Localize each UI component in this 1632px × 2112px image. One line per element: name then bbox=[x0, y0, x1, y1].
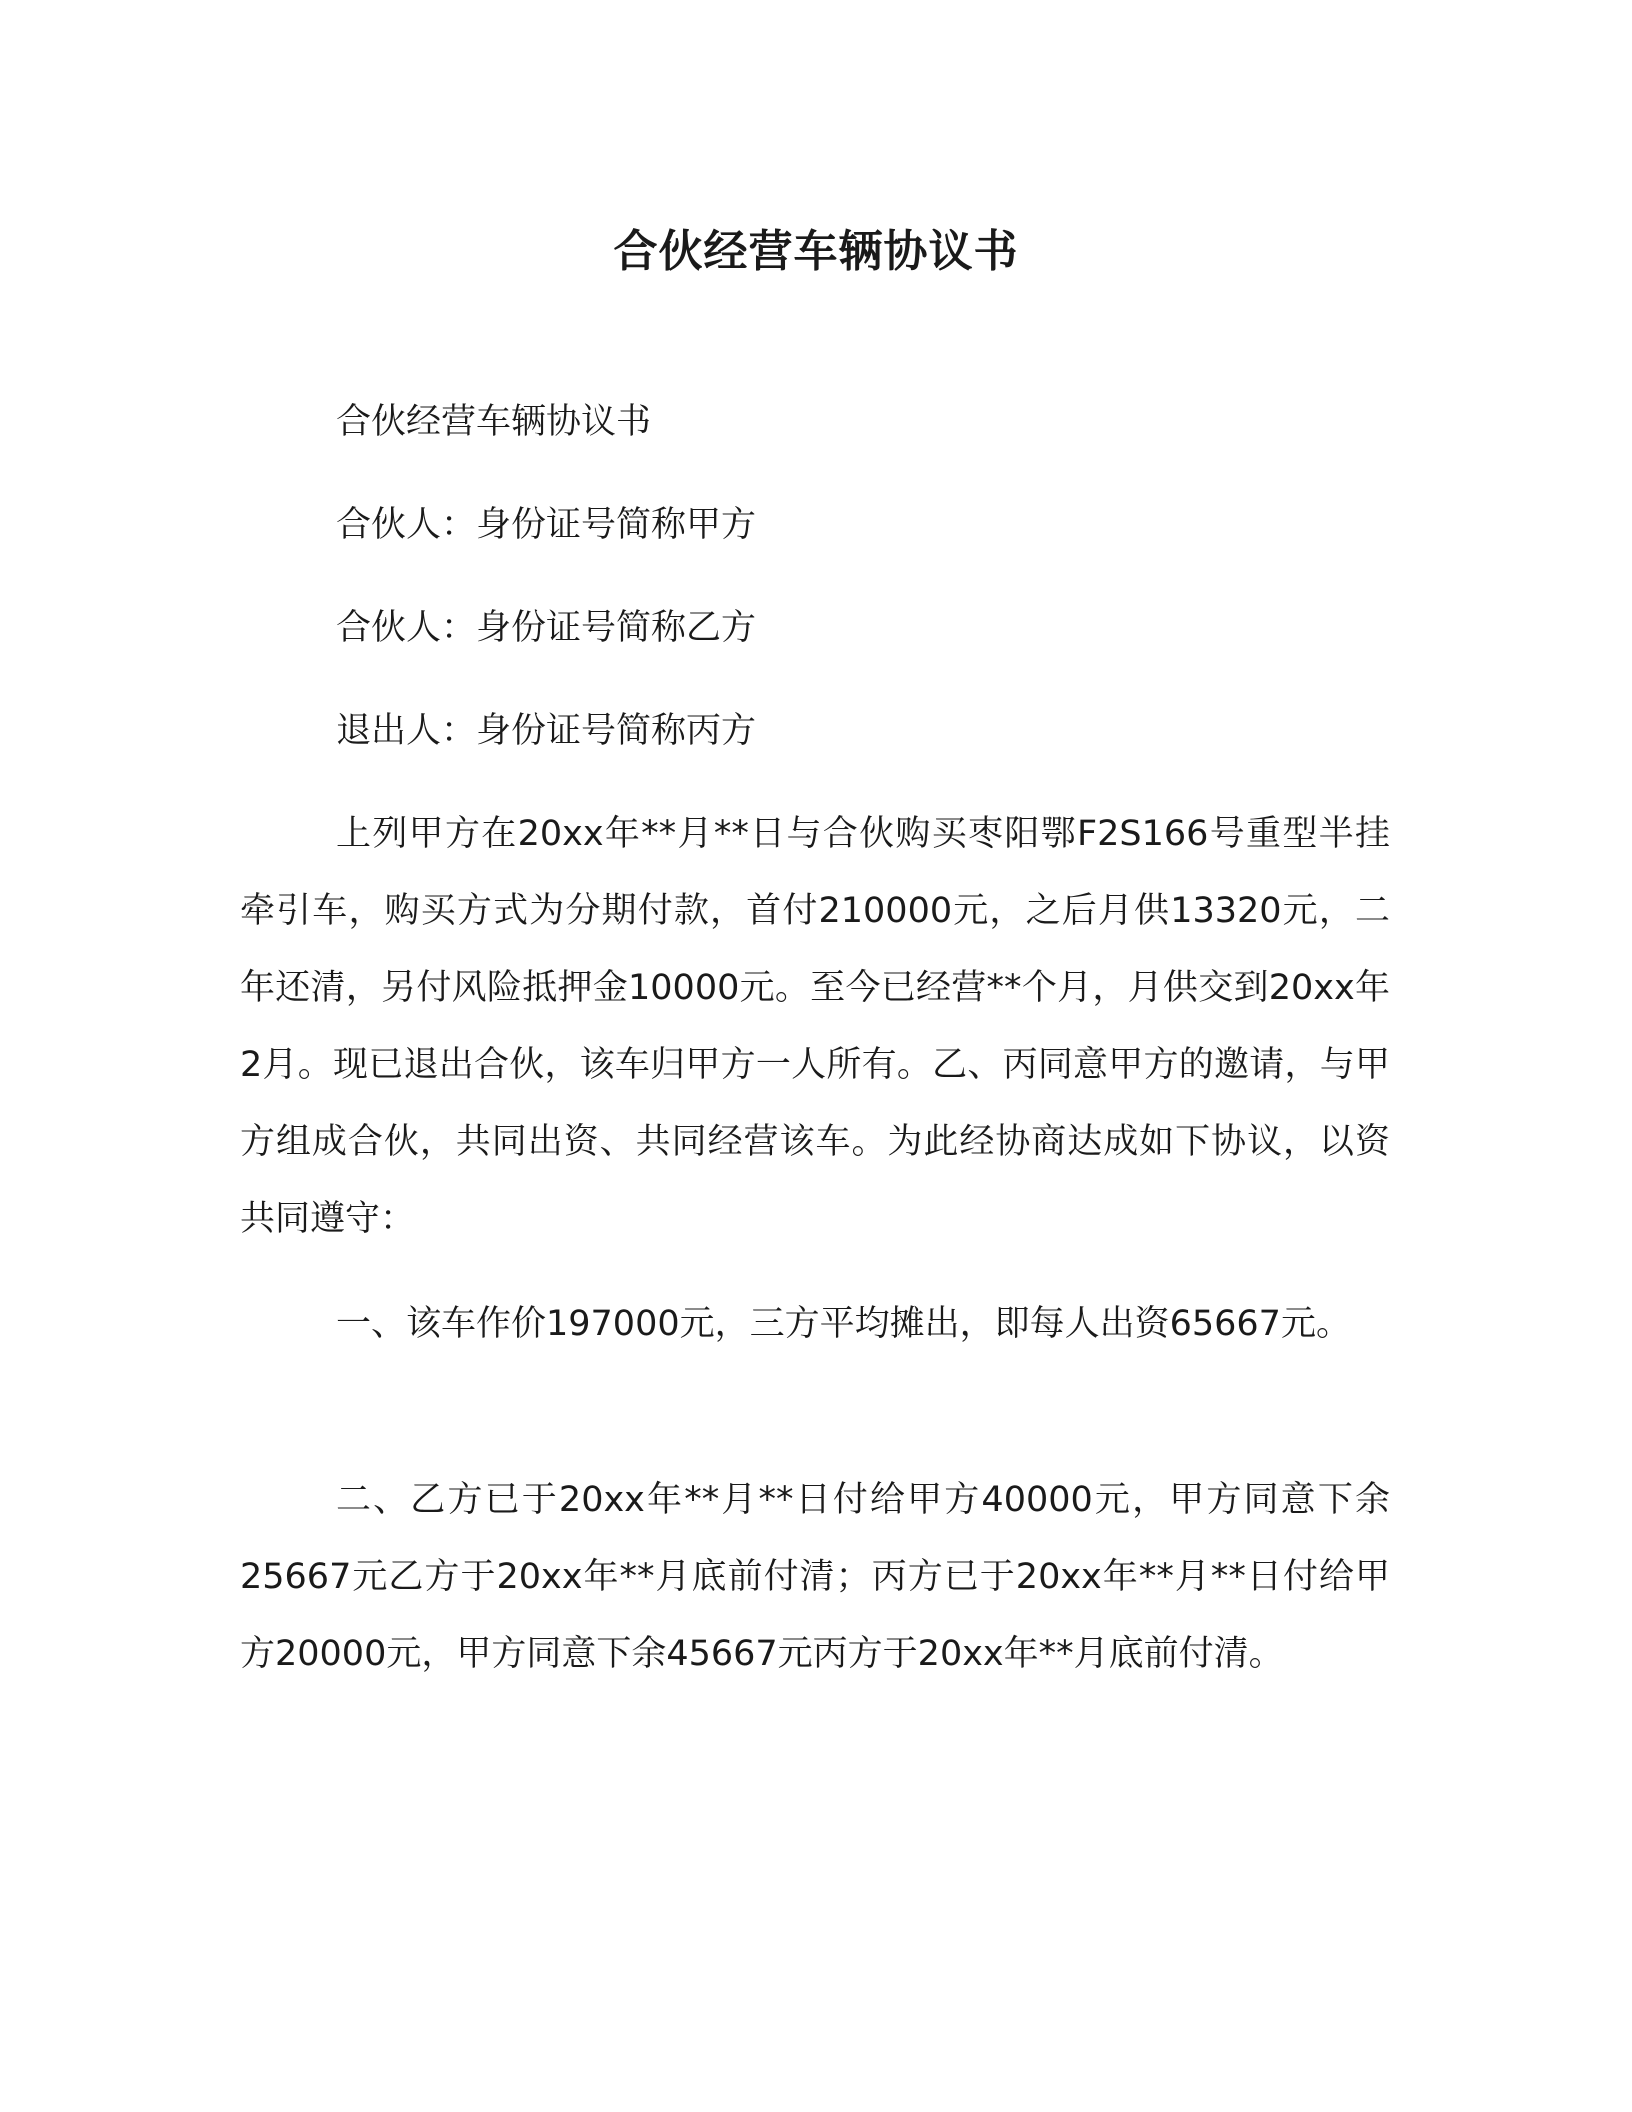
clause-one: 一、该车作价197000元，三方平均摊出，即每人出资65667元。 bbox=[336, 1304, 1351, 1344]
document-subtitle: 合伙经营车辆协议书 bbox=[336, 402, 652, 442]
intro-paragraph: 上列甲方在20xx年**月**日与合伙购买枣阳鄂F2S166号重型半挂牵引车，购买方式为分期付款，首付210000元，之后月供13320元，二年还清，另付风险抵押金10000元。至今已经营**个月，月供交到20xx年2月。现已退出合伙，该车归甲方一人所有。乙、丙同意甲方的邀请，与甲方组成合伙，共同出资、共同经营该车。为此经协商达成如下协议，以资共同遵守： bbox=[240, 814, 1390, 1239]
clause-two: 二、乙方已于20xx年**月**日付给甲方40000元，甲方同意下余25667元乙方于20xx年**月底前付清；丙方已于20xx年**月**日付给甲方20000元，甲方同意下余45667元丙方于20xx年**月底前付清。 bbox=[240, 1480, 1390, 1674]
party-a-line: 合伙人：身份证号简称甲方 bbox=[336, 505, 757, 545]
party-b-line: 合伙人：身份证号简称乙方 bbox=[336, 608, 757, 648]
party-c-line: 退出人：身份证号简称丙方 bbox=[336, 711, 757, 751]
document-title: 合伙经营车辆协议书 bbox=[613, 226, 1019, 277]
